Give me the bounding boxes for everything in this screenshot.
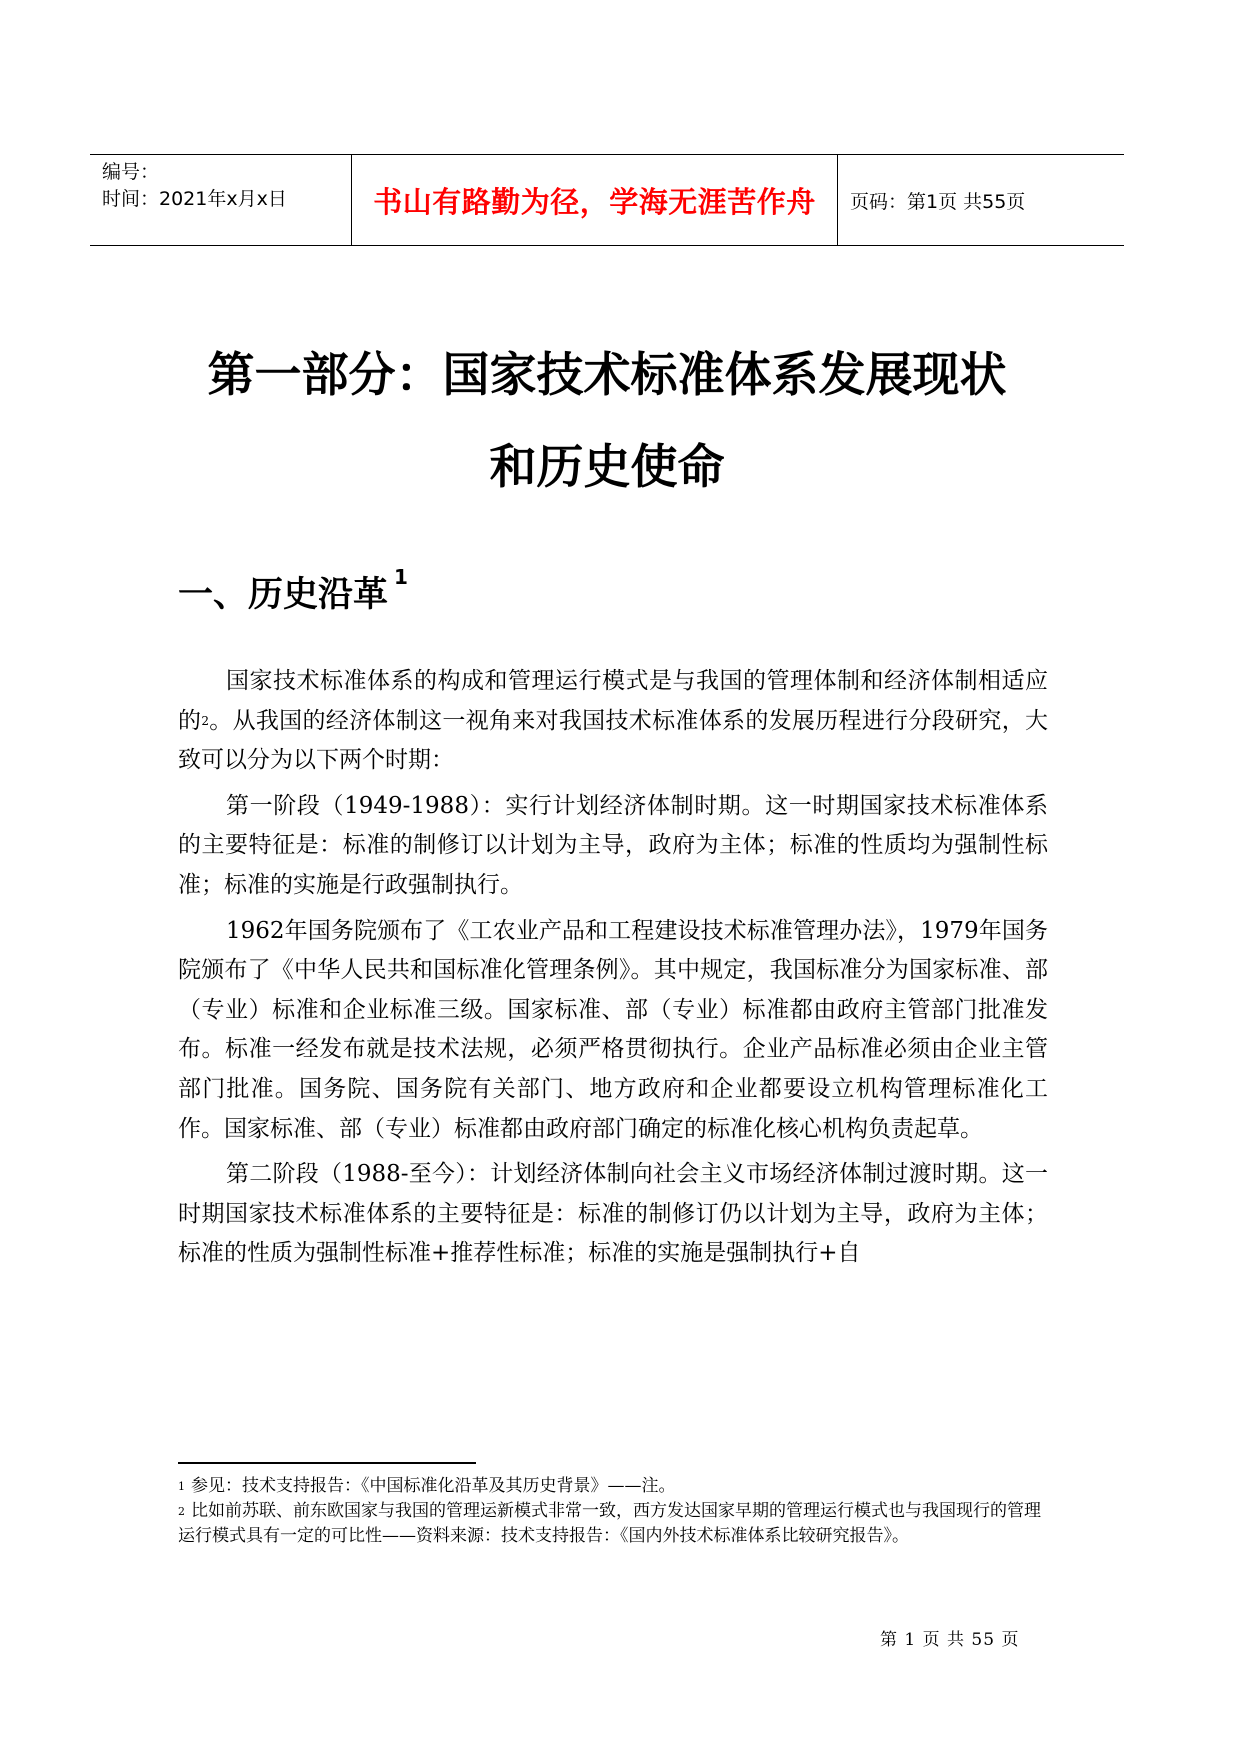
page-footer: 第 1 页 共 55 页 [880, 1630, 1020, 1650]
footnote-2-text: 比如前苏联、前东欧国家与我国的管理运新模式非常一致，西方发达国家早期的管理运行模式也与我国现行的管理运行模式具有一定的可比性——资料来源：技术支持报告：《国内外技术标准体系比较研究报告》。 [178, 1501, 1041, 1546]
title-line-2: 和历史使命 [489, 440, 725, 495]
paragraph-1 [178, 662, 1048, 781]
paragraph-4: 第二阶段（1988-至今）：计划经济体制向社会主义市场经济体制过渡时期。这一时期国家技术标准体系的主要特征是：标准的制修订仍以计划为主导，政府为主体；标准的性质为强制性标准+推荐性标准；标准的实施是强制执行+自 [178, 1161, 1048, 1267]
section-heading-text: 一、历史沿革 [178, 575, 389, 615]
body-text [178, 662, 1048, 1280]
footnotes [178, 1474, 1048, 1549]
document-time-label: 时间：2021年x月x日 [102, 188, 287, 210]
title-line-1: 第一部分：国家技术标准体系发展现状 [207, 348, 1007, 403]
header-table [90, 154, 1124, 246]
paragraph-1-part-a: 国家技术标准体系的构成和管理运行模式是与我国的管理体制和经济体制相适应的 [178, 668, 1048, 734]
footnote-1-text: 参见：技术支持报告：《中国标准化沿革及其历史背景》——注。 [191, 1476, 676, 1496]
footnote-1-number: 1 [178, 1480, 185, 1493]
header-page-info: 页码：第1页 共55页 [850, 190, 1026, 213]
paragraph-1-part-b: 。从我国的经济体制这一视角来对我国技术标准体系的发展历程进行分段研究，大致可以分为以下两个时期： [178, 707, 1049, 774]
footnote-ref-1[interactable]: 1 [394, 565, 408, 589]
header-motto-cell [352, 155, 838, 245]
paragraph-2: 第一阶段（1949-1988）：实行计划经济体制时期。这一时期国家技术标准体系的主要特征是：标准的制修订以计划为主导，政府为主体；标准的性质均为强制性标准；标准的实施是行政强制执行。 [178, 792, 1048, 898]
document-title [90, 330, 1124, 514]
document-number-label: 编号： [102, 161, 160, 183]
section-heading [178, 567, 408, 617]
footnote-2 [178, 1499, 1048, 1549]
motto-text: 书山有路勤为径，学海无涯苦作舟 [373, 184, 816, 219]
header-meta-cell [90, 155, 352, 245]
footnote-1 [178, 1474, 1048, 1499]
header-page-cell [838, 155, 1124, 245]
footnote-2-number: 2 [178, 1505, 185, 1518]
paragraph-3: 1962年国务院颁布了《工农业产品和工程建设技术标准管理办法》，1979年国务院颁布了《中华人民共和国标准化管理条例》。其中规定，我国标准分为国家标准、部（专业）标准和企业标准三级。国家标准、部（专业）标准都由政府主管部门批准发布。标准一经发布就是技术法规，必须严格贯彻执行。企业产品标准必须由企业主管部门批准。国务院、国务院有关部门、地方政府和企业都要设立机构管理标准化工作。国家标准、部（专业）标准都由政府部门确定的标准化核心机构负责起草。 [178, 917, 1048, 1142]
footnote-ref-2[interactable]: 2 [201, 713, 209, 728]
footnote-divider [178, 1462, 476, 1464]
